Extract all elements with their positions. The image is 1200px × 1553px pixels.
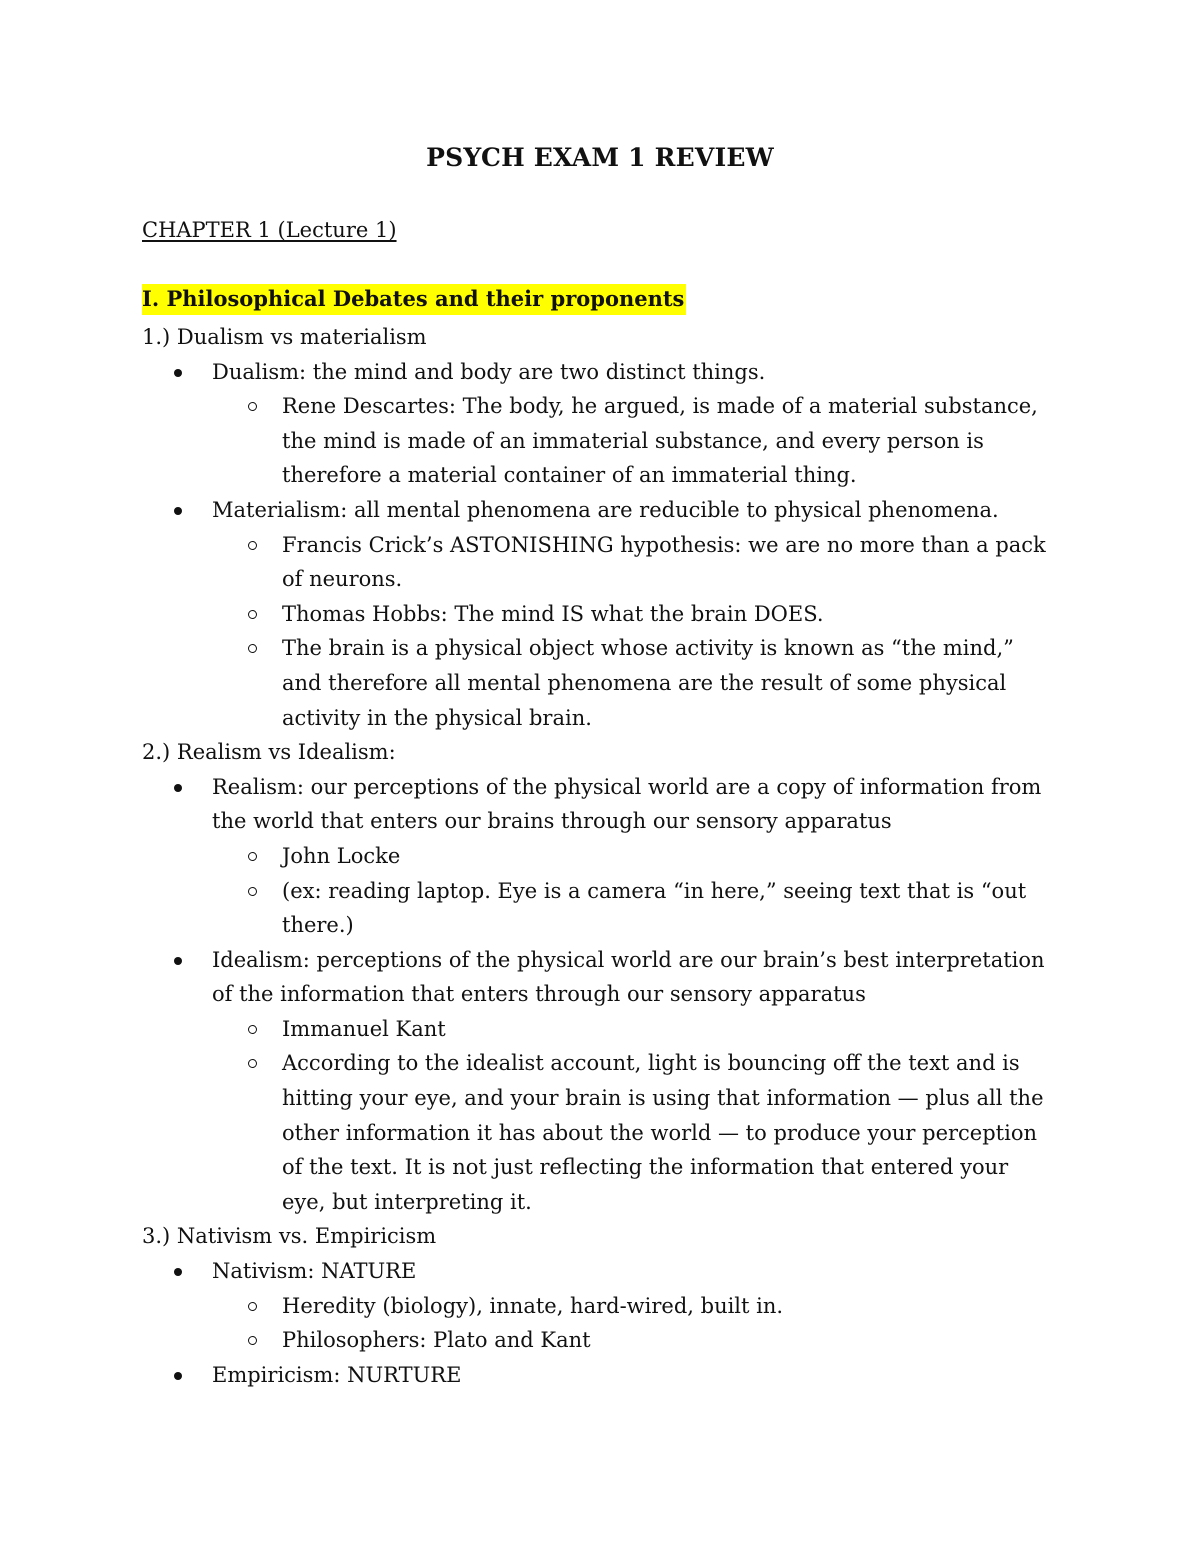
bullet-item bbox=[142, 493, 1072, 528]
sub-bullet-continuation: of neurons. bbox=[282, 567, 403, 592]
hollow-bullet-icon bbox=[248, 402, 257, 411]
sub-bullet-continuation: the mind is made of an immaterial substance, and every person is bbox=[282, 428, 984, 453]
bullet-icon bbox=[174, 784, 182, 792]
hollow-bullet-icon bbox=[248, 1336, 257, 1345]
sub-bullet-text: The brain is a physical object whose activity is known as “the mind,” bbox=[282, 636, 1014, 661]
chapter-heading: CHAPTER 1 (Lecture 1) bbox=[142, 218, 397, 242]
hollow-bullet-icon bbox=[248, 541, 257, 550]
bullet-icon bbox=[174, 369, 182, 377]
bullet-icon bbox=[174, 1372, 182, 1380]
hollow-bullet-icon bbox=[248, 1059, 257, 1068]
sub-bullet-text: According to the idealist account, light is bouncing off the text and is bbox=[282, 1051, 1020, 1076]
hollow-bullet-icon bbox=[248, 1302, 257, 1311]
section-heading-highlighted: I. Philosophical Debates and their proponents bbox=[142, 284, 686, 315]
notes-body bbox=[142, 320, 1072, 1392]
bullet-text: Dualism: the mind and body are two distinct things. bbox=[212, 359, 766, 384]
sub-bullet-text: Thomas Hobbs: The mind IS what the brain DOES. bbox=[282, 601, 824, 626]
sub-bullet-continuation: activity in the physical brain. bbox=[282, 705, 592, 730]
bullet-text: Realism: our perceptions of the physical world are a copy of information from bbox=[212, 774, 1042, 799]
hollow-bullet-icon bbox=[248, 852, 257, 861]
sub-bullet-item bbox=[142, 839, 1072, 874]
sub-bullet-text: Immanuel Kant bbox=[282, 1016, 446, 1041]
hollow-bullet-icon bbox=[248, 610, 257, 619]
sub-bullet-continuation: other information it has about the world — to produce your perception bbox=[282, 1120, 1038, 1145]
bullet-text: Empiricism: NURTURE bbox=[212, 1362, 462, 1387]
hollow-bullet-icon bbox=[248, 1025, 257, 1034]
sub-bullet-item bbox=[142, 1289, 1072, 1324]
bullet-text: Nativism: NATURE bbox=[212, 1259, 417, 1284]
sub-bullet-continuation: therefore a material container of an immaterial thing. bbox=[282, 463, 857, 488]
bullet-icon bbox=[174, 957, 182, 965]
bullet-item bbox=[142, 770, 1072, 805]
sub-bullet-continuation: hitting your eye, and your brain is using that information — plus all the bbox=[282, 1086, 1044, 1111]
sub-bullet-text: Rene Descartes: The body, he argued, is made of a material substance, bbox=[282, 394, 1038, 419]
bullet-text: Materialism: all mental phenomena are reducible to physical phenomena. bbox=[212, 497, 999, 522]
bullet-icon bbox=[174, 507, 182, 515]
bullet-icon bbox=[174, 1268, 182, 1276]
sub-bullet-continuation: there.) bbox=[282, 913, 354, 938]
page-title: PSYCH EXAM 1 REVIEW bbox=[426, 143, 774, 172]
sub-bullet-item bbox=[142, 631, 1072, 666]
hollow-bullet-icon bbox=[248, 887, 257, 896]
hollow-bullet-icon bbox=[248, 644, 257, 653]
bullet-text: Idealism: perceptions of the physical world are our brain’s best interpretation bbox=[212, 947, 1045, 972]
numbered-item: 2.) Realism vs Idealism: bbox=[142, 740, 396, 765]
sub-bullet-text: John Locke bbox=[282, 843, 401, 868]
sub-bullet-continuation: of the text. It is not just reflecting the information that entered your bbox=[282, 1155, 1009, 1180]
bullet-item bbox=[142, 355, 1072, 390]
sub-bullet-item bbox=[142, 1012, 1072, 1047]
sub-bullet-item bbox=[142, 528, 1072, 563]
sub-bullet-item bbox=[142, 1046, 1072, 1081]
sub-bullet-text: (ex: reading laptop. Eye is a camera “in here,” seeing text that is “out bbox=[282, 878, 1027, 903]
sub-bullet-text: Philosophers: Plato and Kant bbox=[282, 1328, 591, 1353]
sub-bullet-continuation: and therefore all mental phenomena are the result of some physical bbox=[282, 670, 1007, 695]
sub-bullet-continuation: eye, but interpreting it. bbox=[282, 1189, 532, 1214]
numbered-item: 3.) Nativism vs. Empiricism bbox=[142, 1224, 437, 1249]
sub-bullet-item bbox=[142, 874, 1072, 909]
sub-bullet-text: Francis Crick’s ASTONISHING hypothesis: we are no more than a pack bbox=[282, 532, 1046, 557]
bullet-item bbox=[142, 1358, 1072, 1393]
sub-bullet-item bbox=[142, 597, 1072, 632]
sub-bullet-item bbox=[142, 389, 1072, 424]
sub-bullet-item bbox=[142, 1323, 1072, 1358]
bullet-item bbox=[142, 943, 1072, 978]
bullet-continuation: the world that enters our brains through our sensory apparatus bbox=[212, 809, 892, 834]
numbered-item: 1.) Dualism vs materialism bbox=[142, 325, 427, 349]
sub-bullet-text: Heredity (biology), innate, hard-wired, built in. bbox=[282, 1293, 784, 1318]
bullet-continuation: of the information that enters through our sensory apparatus bbox=[212, 982, 866, 1007]
bullet-item bbox=[142, 1254, 1072, 1289]
